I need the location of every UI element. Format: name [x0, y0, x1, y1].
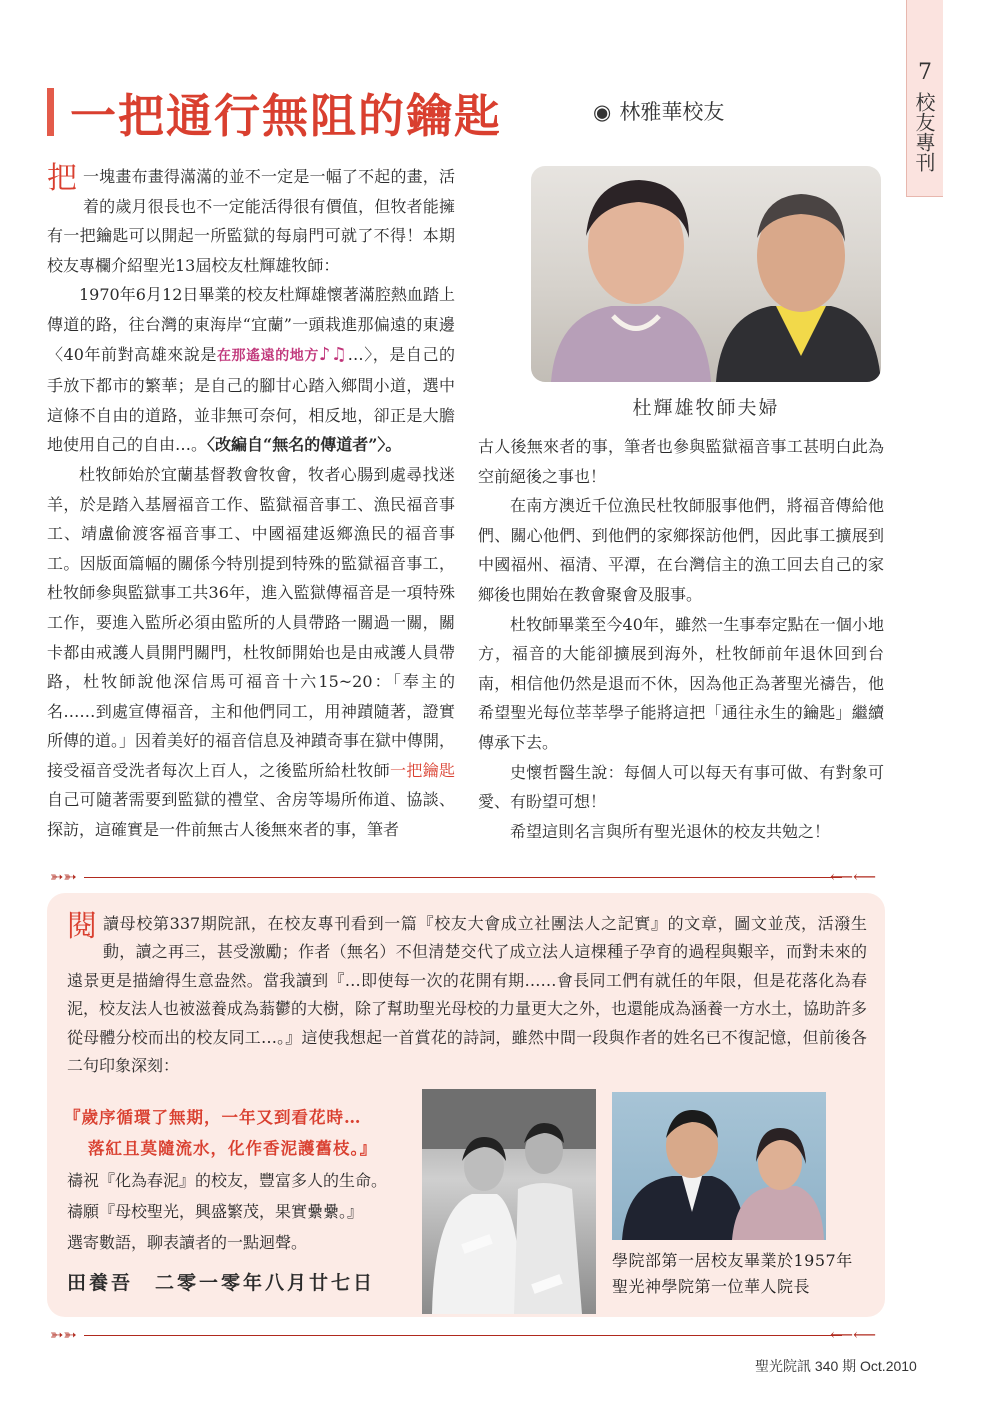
president-illustration: [612, 1092, 826, 1240]
author-bullet-icon: ◉: [593, 100, 612, 124]
ornament-right-icon: ⟵⟵: [830, 867, 876, 886]
paragraph-intro: 把一塊畫布畫得滿滿的並不一定是一幅了不起的畫，活着的歲月很長也不一定能活得很有價值，但牧者能擁有一把鑰匙可以開起一所監獄的每扇門可就了不得！本期校友專欄介紹聖光13屆校友杜輝雄牧師：: [47, 161, 455, 275]
ornament-left-icon: ➳➳: [50, 867, 77, 886]
photo-caption-president: [612, 1248, 853, 1300]
article-column-left: [47, 162, 455, 845]
caption-line-2: 聖光神學院第一位華人院長: [612, 1277, 811, 1296]
paragraph-retirement: 杜牧師畢業至今40年，雖然一生事奉定點在一個小地方，福音的大能卻擴展到海外，杜牧師前年退休回到台南，相信他仍然是退而不休，因為他正為著聖光禱告，他希望聖光每位莘莘學子能將這把「通往永生的鑰匙」繼續傳承下去。: [478, 614, 884, 752]
blessing-line-1: 禱祝『化為春泥』的校友，豐富多人的生命。: [67, 1171, 388, 1190]
section-tab: [906, 0, 943, 197]
blessing-line-2: 禱願『母校聖光，興盛繁茂，果實纍纍。』: [67, 1202, 364, 1221]
letter-signature: 田養吾 二零一零年八月廿七日: [67, 1272, 376, 1294]
couple-portrait-illustration: [531, 166, 881, 382]
author-name: 林雅華校友: [619, 100, 725, 124]
section-label: 校友專刊: [912, 92, 936, 172]
article-column-right: [478, 432, 884, 846]
poem-line-1: 『歲序循環了無期，一年又到看花時…: [64, 1108, 362, 1127]
ornament-left-icon: ➳➳: [50, 1325, 77, 1344]
paragraph-quote: 史懷哲醫生說：每個人可以每天有事可做、有對象可愛、有盼望可想！: [478, 762, 884, 812]
ornament-right-icon: ⟵⟵: [830, 1325, 876, 1344]
article-author: [593, 96, 724, 126]
paragraph-closing: 希望這則名言與所有聖光退休的校友共勉之！: [510, 821, 831, 841]
graduation-illustration: [422, 1089, 596, 1314]
blessing-line-3: 選寄數語，聊表讀者的一點迴聲。: [67, 1233, 308, 1252]
paragraph-fishermen: 在南方澳近千位漁民杜牧師服事他們，將福音傳給他們、關心他們、到他們的家鄉探訪他們，因此事工擴展到中國福州、福清、平潭，在台灣信主的漁工回去自己的家鄉後也開始在教會聚會及服事。: [478, 496, 884, 604]
section-divider: [50, 867, 876, 886]
article-title: 一把通行無阻的鑰匙: [70, 89, 502, 143]
letter-body: 閱讀母校第337期院訊，在校友專刊看到一篇『校友大會成立社團法人之記實』的文章，圖文並茂，活潑生動，讀之再三，甚受激勵；作者（無名）不但清楚交代了成立法人這棵種子孕育的過程與艱辛，而對未來的遠景更是描繪得生意盎然。當我讀到『…即使每一次的花開有期……會長同工們有就任的年限，但是花落化為春泥，校友法人也被滋養成為蓊鬱的大樹，除了幫助聖光母校的力量更大之外，也還能成為涵養一方水土，協助許多從母體分校而出的校友同工…。』這使我想起一首賞花的詩詞，雖然中間一段與作者的姓名已不復記憶，但前後各二句印象深刻：: [67, 909, 868, 1076]
paragraph-history: 1970年6月12日畢業的校友杜輝雄懷著滿腔熱血踏上傳道的路，往台灣的東海岸“宜蘭”一頭栽進那偏遠的東邊〈40年前對高雄來說是在那遙遠的地方♪♫…〉，是自己的手放下都市的繁華；是自己的腳甘心踏入鄉間小道，選中這條不自由的道路，並非無可奈何，相反地，卻正是大膽地使用自己的自由…。〈改編自“無名的傳道者”〉。: [47, 285, 455, 455]
music-note-icon: ♪♫: [318, 343, 348, 365]
title-accent-bar: [47, 88, 54, 136]
paragraph-ministry: 杜牧師始於宜蘭基督教會牧會，牧者心腸到處尋找迷羊，於是踏入基層福音工作、監獄福音事工、漁民福音事工、靖盧偷渡客福音事工、中國福建返鄉漁民的福音事工。因版面篇幅的關係今特別提到特殊的監獄福音事工，杜牧師參與監獄事工共36年，進入監獄傳福音是一項特殊工作，要進入監所必須由監所的人員帶路一關過一關，關卡都由戒護人員開門關門，杜牧師開始也是由戒護人員帶路，杜牧師說他深信馬可福音十六15~20：「奉主的名……到處宣傳福音，主和他們同工，用神蹟隨著，證實所傳的道。」因着美好的福音信息及神蹟奇事在獄中傳開，接受福音受洗者每次上百人，之後監所給杜牧師一把鑰匙自己可隨著需要到監獄的禮堂、舍房等場所佈道、協談、探訪，這確實是一件前無古人後無來者的事，筆者: [47, 464, 456, 840]
photo-pastor-couple: [531, 166, 881, 382]
song-title: 在那遙遠的地方: [216, 347, 319, 364]
section-divider-bottom: [50, 1325, 876, 1344]
drop-cap: 把: [47, 161, 77, 196]
page-footer: 聖光院訊 340 期 Oct.2010: [755, 1358, 917, 1374]
paragraph-continued: 古人後無來者的事，筆者也參與監獄福音事工甚明白此為空前絕後之事也！: [478, 437, 884, 486]
caption-line-1: 學院部第一居校友畢業於1957年: [612, 1251, 853, 1270]
page-number: 7: [918, 60, 932, 85]
source-note: 〈改編自“無名的傳道者”〉。: [207, 435, 402, 455]
photo-first-president: [612, 1092, 826, 1240]
poem-line-2: 落紅且莫隨流水，化作香泥護舊枝。』: [88, 1139, 378, 1158]
letter-drop-cap: 閱: [67, 909, 97, 944]
photo-caption-couple: 杜輝雄牧師夫婦: [632, 397, 780, 419]
highlight-key: 一把鑰匙: [389, 760, 455, 780]
photo-graduation-bw: [422, 1089, 596, 1314]
